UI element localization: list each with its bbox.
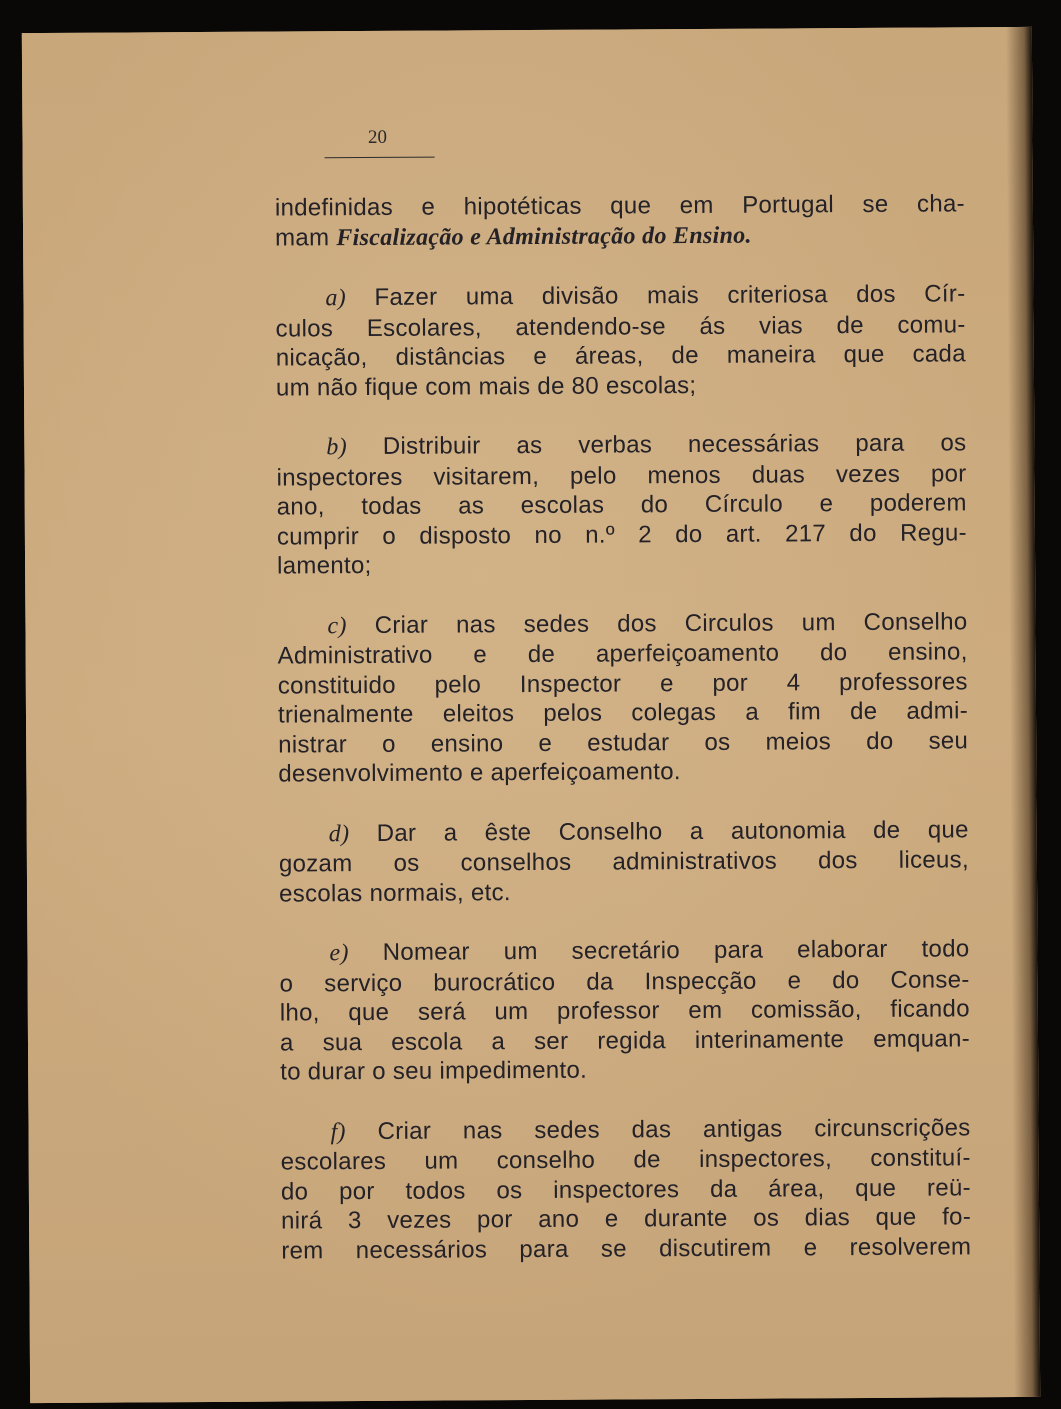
text-line: do por todos os inspectores da área, que reü- (280, 1173, 971, 1206)
text-line: um não fique com mais de 80 escolas; (275, 371, 697, 402)
book-page (22, 27, 1040, 1403)
text-fragment: Fazer uma divisão mais criteriosa dos Cír- (374, 280, 966, 311)
page-number: 20 (367, 126, 388, 148)
text-fragment: Criar nas sedes dos Circulos um Conselho (374, 607, 968, 639)
text-line: desenvolvimento e aperfeiçoamento. (278, 758, 681, 788)
item-paragraph-b (276, 428, 967, 581)
text-line: nirá 3 vezes por ano e durante os dias que fo- (281, 1203, 972, 1235)
text-line: trienalmente eleitos pelos colegas a fim de admi- (277, 697, 969, 729)
text-line (277, 607, 967, 642)
item-label: a) (325, 285, 347, 312)
text-line (276, 428, 966, 463)
text-line: nistrar o ensino e estudar os meios do seu (278, 726, 969, 759)
text-line: escolas normais, etc. (279, 878, 511, 908)
text-fragment: mam (274, 223, 330, 252)
text-line (275, 279, 965, 314)
body-text (275, 189, 972, 1295)
item-paragraph-a (275, 279, 966, 402)
text-line: lamento; (277, 551, 372, 580)
text-line: culos Escolares, atendendo-se ás vias de comu- (275, 310, 966, 343)
item-paragraph-d (279, 815, 970, 909)
text-line: inspectores visitarem, pelo menos duas vezes por (276, 459, 967, 492)
item-paragraph-f (280, 1113, 971, 1266)
text-fragment: Criar nas sedes das antigas circunscrições (377, 1113, 971, 1145)
text-line: lho, que será um professor em comissão, ficando (279, 995, 970, 1027)
text-line: cumprir o disposto no n.º 2 do art. 217 do Regu- (276, 518, 967, 551)
item-label: b) (326, 434, 348, 461)
text-line: ano, todas as escolas do Círculo e poderem (276, 489, 967, 521)
item-label: f) (330, 1118, 346, 1145)
text-line (279, 934, 969, 969)
text-line: rem necessários para se discutirem e resolverem (281, 1232, 972, 1265)
text-line: Administrativo e de aperfeiçoamento do ensino, (277, 638, 968, 670)
page-number-rule (325, 157, 435, 159)
text-line: o serviço burocrático da Inspecção e do Conse- (279, 965, 970, 998)
text-line: constituido pelo Inspector e por 4 professores (277, 667, 968, 700)
text-line: escolares um conselho de inspectores, constituí- (280, 1144, 971, 1176)
text-fragment: Dar a êste Conselho a autonomia de que (376, 815, 969, 847)
text-line (275, 219, 965, 254)
text-line: gozam os conselhos administrativos dos liceus, (278, 846, 969, 878)
text-line (280, 1113, 970, 1148)
text-line: nicação, distâncias e áreas, de maneira que cada (275, 340, 966, 372)
item-label: c) (327, 612, 347, 639)
text-line: indefinidas e hipotéticas que em Portugal se cha- (274, 190, 965, 222)
item-paragraph-c (277, 607, 968, 789)
text-line: to durar o seu impedimento. (280, 1056, 588, 1086)
item-paragraph-e (279, 934, 970, 1087)
item-label: d) (328, 820, 350, 847)
intro-paragraph (275, 189, 965, 253)
text-line (279, 815, 969, 850)
page-gutter-shadow (1006, 27, 1040, 1397)
item-label: e) (329, 940, 349, 967)
text-fragment: Nomear um secretário para elaborar todo (382, 935, 970, 966)
text-line: a sua escola a ser regida interinamente emquan- (279, 1024, 971, 1057)
italic-title: Fiscalização e Administração do Ensino. (336, 222, 752, 251)
text-fragment: Distribuir as verbas necessárias para os (382, 429, 967, 460)
